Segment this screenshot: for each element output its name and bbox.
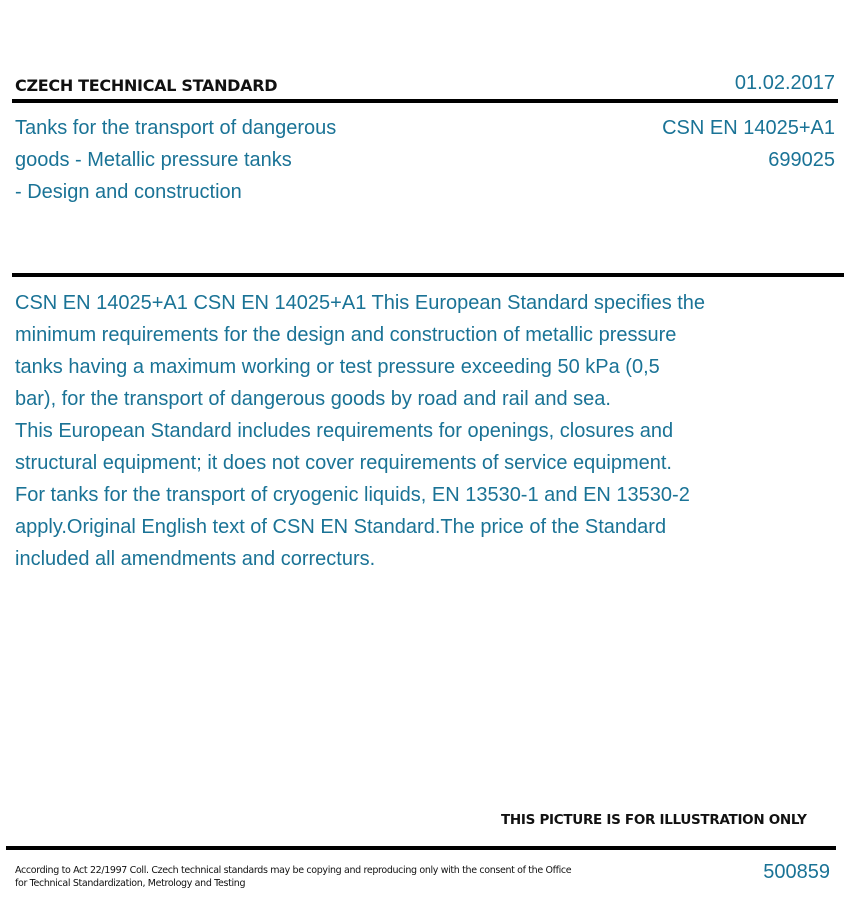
abstract-line: included all amendments and correcturs. (15, 548, 376, 570)
footer-divider (6, 846, 836, 850)
abstract-line: For tanks for the transport of cryogenic liquids, EN 13530-1 and EN 13530-2 (15, 484, 690, 506)
standard-identifier (662, 112, 835, 176)
document-type-label: CZECH TECHNICAL STANDARD (15, 76, 278, 95)
abstract-text (15, 287, 805, 575)
illustration-notice: THIS PICTURE IS FOR ILLUSTRATION ONLY (501, 812, 807, 828)
standard-title-line: Tanks for the transport of dangerous (15, 117, 337, 139)
abstract-line: tanks having a maximum working or test pressure exceeding 50 kPa (0,5 (15, 356, 660, 378)
standard-title-line: goods - Metallic pressure tanks (15, 149, 292, 171)
abstract-line: apply.Original English text of CSN EN Standard.The price of the Standard (15, 516, 667, 538)
abstract-line: This European Standard includes requirements for openings, closures and (15, 420, 674, 442)
standard-number: CSN EN 14025+A1 (662, 117, 835, 139)
abstract-line: minimum requirements for the design and construction of metallic pressure (15, 324, 677, 346)
standard-title (15, 112, 415, 208)
legal-notice-line: According to Act 22/1997 Coll. Czech technical standards may be copying and reproducing only with the consent of the Office (15, 865, 572, 876)
title-divider (12, 273, 844, 277)
abstract-line: structural equipment; it does not cover requirements of service equipment. (15, 452, 672, 474)
classification-code: 699025 (768, 149, 835, 171)
abstract-line: bar), for the transport of dangerous goods by road and rail and sea. (15, 388, 611, 410)
header-divider (12, 99, 838, 103)
catalog-code: 500859 (763, 861, 830, 883)
abstract-line: CSN EN 14025+A1 CSN EN 14025+A1 This European Standard specifies the (15, 292, 706, 314)
legal-notice-line: for Technical Standardization, Metrology and Testing (15, 878, 246, 889)
publication-date: 01.02.2017 (734, 72, 835, 94)
legal-notice (15, 864, 571, 890)
standard-title-line: - Design and construction (15, 181, 242, 203)
